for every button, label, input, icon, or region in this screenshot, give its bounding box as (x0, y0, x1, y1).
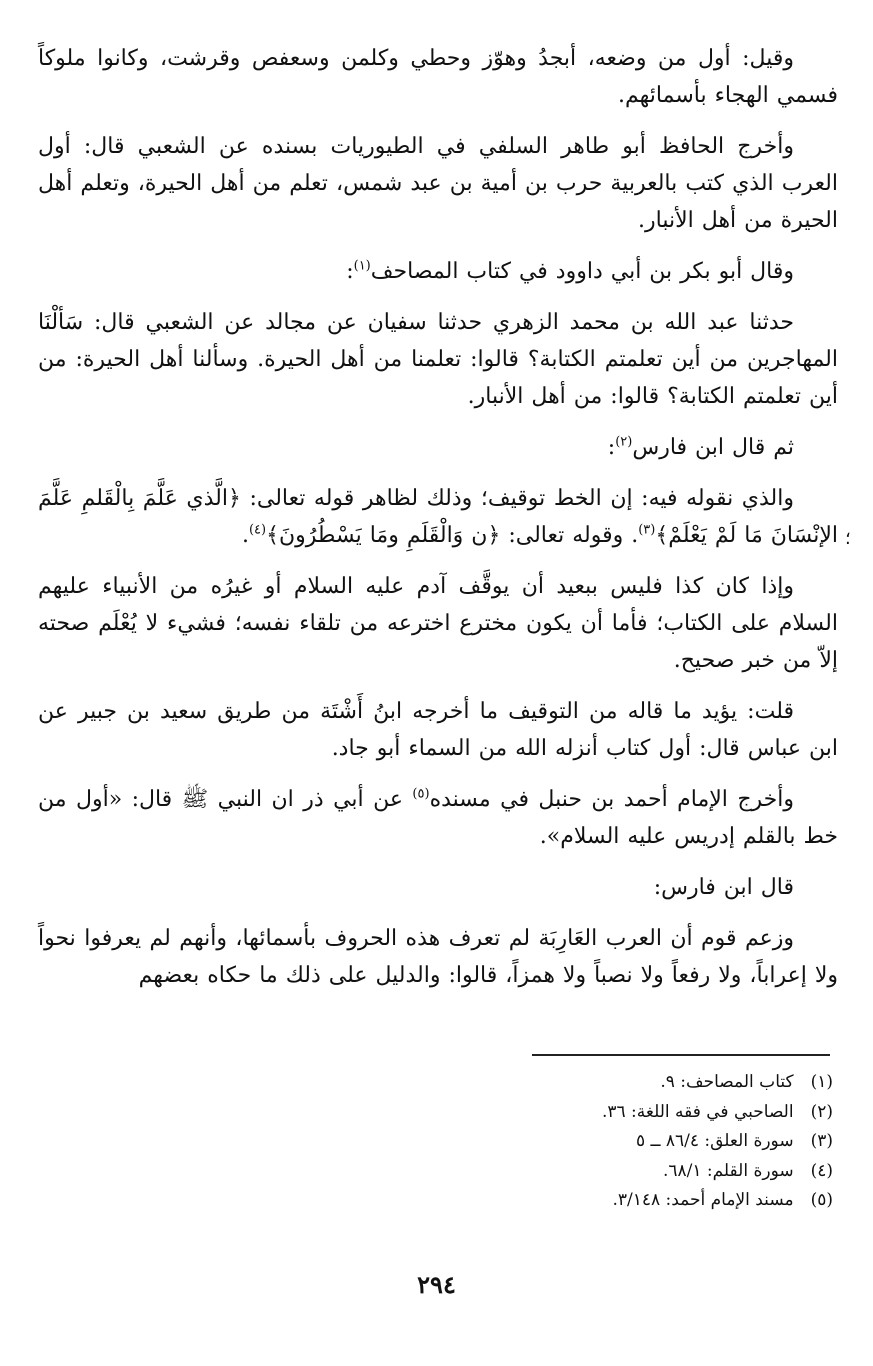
paragraph: وأخرج الإمام أحمد بن حنبل في مسنده$^{(٥)}$ عن أبي ذر ان النبي ﷺ قال: «أول من خط بالقلم إدريس عليه السلام». (38, 786, 838, 849)
footnote-ref: (١) (353, 258, 371, 274)
footnote-divider (532, 1054, 830, 1056)
paragraph: حدثنا عبد الله بن محمد الزهري حدثنا سفيان عن مجالد عن الشعبي قال: سَألْنَا المهاجرين من أين تعلمتم الكتابة؟ قالوا: تعلمنا من أهل الحيرة. وسألنا أهل الحيرة: من أين تعلمتم الكتابة؟ قالوا: من أهل الأنبار. (38, 310, 838, 409)
main-text (38, 40, 838, 1008)
footnotes (413, 1068, 833, 1216)
paragraph: قلت: يؤيد ما قاله من التوقيف ما أخرجه ابنُ أَشْتَة من طريق سعيد بن جبير عن ابن عباس قال: أول كتاب أنزله الله من السماء أبو جاد. (38, 699, 838, 761)
footnote-ref: (٥) (412, 786, 430, 802)
footnote-ref: (٣) (638, 522, 656, 538)
paragraph: وقال أبو بكر بن أبي داوود في كتاب المصاحف$^{(١)}$: (346, 258, 794, 284)
margin-mark: ؛ (845, 528, 851, 549)
page-number: ٢٩٤ (417, 1270, 456, 1299)
footnote-item: (١) كتاب المصاحف: ٩. (660, 1072, 833, 1092)
footnote-item: (٤) سورة القلم: ٦٨/١. (662, 1160, 833, 1181)
footnote-ref: (٤) (248, 522, 267, 538)
paragraph: وقيل: أول من وضعه، أبجدُ وهوّز وحطي وكلمن وسعفص وقرشت، وكانوا ملوكاً فسمي الهجاء بأسمائهم. (38, 46, 838, 108)
paragraph: وإذا كان كذا فليس ببعيد أن يوقَّف آدم عليه السلام أو غيرُه من الأنبياء عليهم السلام على الكتاب؛ فأما أن يكون مخترع اخترعه من تلقاء نفسه؛ فشيء لا يُعْلَم صحته إلاّ من خبر صحيح. (38, 574, 838, 673)
footnote-ref: (٢) (615, 434, 633, 450)
paragraph: وأخرج الحافظ أبو طاهر السلفي في الطيوريات بسنده عن الشعبي قال: أول العرب الذي كتب بالعربية حرب بن أمية بن عبد شمس، تعلم من أهل الحيرة، وتعلم أهل الحيرة من أهل الأنبار. (38, 134, 839, 233)
paragraph: والذي نقوله فيه: إن الخط توقيف؛ وذلك لظاهر قوله تعالى: ﴿الَّذي عَلَّمَ بِالْقَلمِ عَلَّمَ الإنْسَانَ مَا لَمْ يَعْلَمْ﴾$^{(٣)}$. وقوله تعالى: ﴿ن وَالْقَلَمِ ومَا يَسْطُرُونَ﴾$^{(٤)}$. (38, 486, 838, 548)
footnote-item: (٢) الصاحبي في فقه اللغة: ٣٦. (601, 1101, 833, 1122)
paragraph: وزعم قوم أن العرب العَارِبَة لم تعرف هذه الحروف بأسمائها، وأنهم لم يعرفوا نحواً ولا إعراباً، ولا رفعاً ولا نصباً ولا همزاً، قالوا: والدليل على ذلك ما حكاه بعضهم (38, 926, 838, 988)
paragraph: قال ابن فارس: (653, 875, 794, 900)
footnote-item: (٥) مسند الإمام أحمد: ٣/١٤٨. (612, 1190, 833, 1210)
footnote-item: (٣) سورة العلق: ٨٦/٤ ــ ٥ (635, 1131, 833, 1151)
paragraph: ثم قال ابن فارس$^{(٢)}$: (607, 434, 794, 460)
